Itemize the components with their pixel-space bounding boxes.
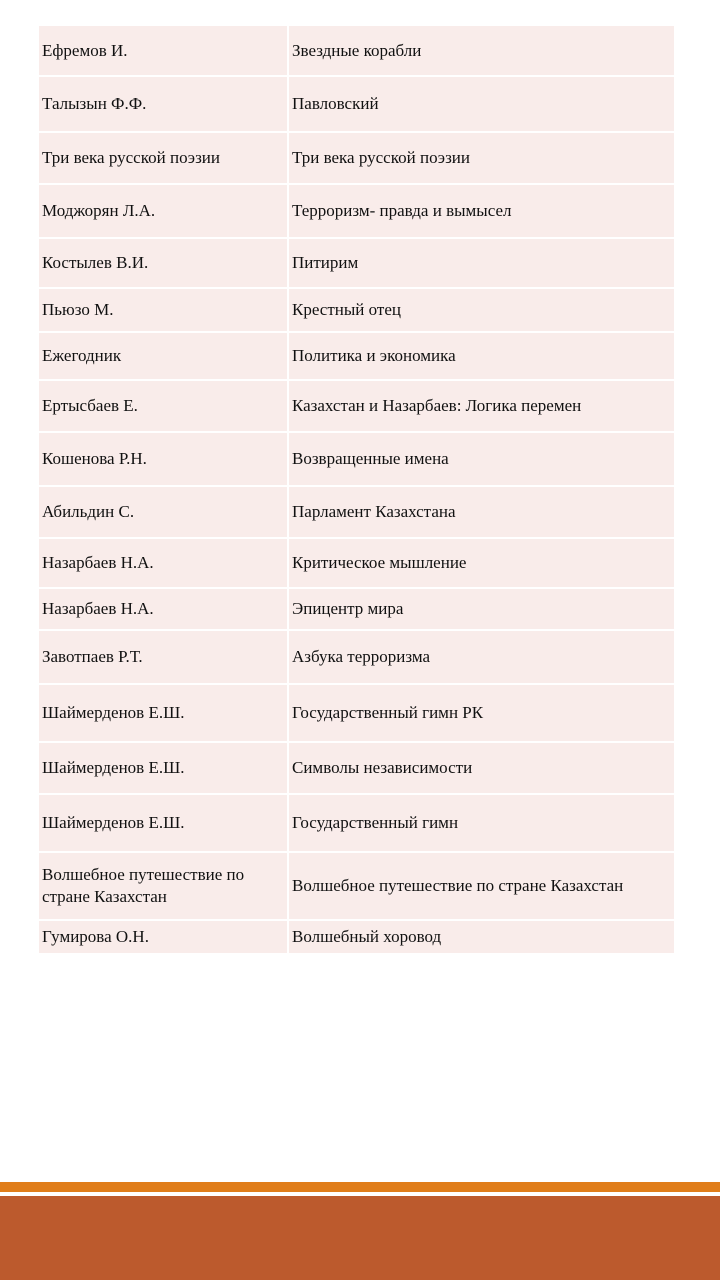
author-cell: Волшебное путешествие по стране Казахстан <box>39 852 288 920</box>
table-row <box>39 684 674 742</box>
title-cell: Парламент Казахстана <box>288 486 674 538</box>
title-cell: Критическое мышление <box>288 538 674 588</box>
author-cell: Абильдин С. <box>39 486 288 538</box>
title-cell: Эпицентр мира <box>288 588 674 630</box>
table-row <box>39 238 674 288</box>
title-cell: Возвращенные имена <box>288 432 674 486</box>
title-cell: Волшебное путешествие по стране Казахстан <box>288 852 674 920</box>
author-cell: Моджорян Л.А. <box>39 184 288 238</box>
title-cell: Три века русской поэзии <box>288 132 674 184</box>
table-row <box>39 852 674 920</box>
author-cell: Шаймерденов Е.Ш. <box>39 684 288 742</box>
table-row <box>39 486 674 538</box>
author-cell: Пьюзо М. <box>39 288 288 332</box>
book-list-table <box>39 26 674 955</box>
title-cell: Государственный гимн РК <box>288 684 674 742</box>
author-cell: Назарбаев Н.А. <box>39 588 288 630</box>
author-cell: Талызын Ф.Ф. <box>39 76 288 132</box>
table-row <box>39 630 674 684</box>
author-cell: Костылев В.И. <box>39 238 288 288</box>
title-cell: Звездные корабли <box>288 26 674 76</box>
title-cell: Государственный гимн <box>288 794 674 852</box>
author-cell: Три века русской поэзии <box>39 132 288 184</box>
table-row <box>39 332 674 380</box>
footer-bar <box>0 1196 720 1280</box>
title-cell: Волшебный хоровод <box>288 920 674 954</box>
table-row <box>39 794 674 852</box>
table-row <box>39 184 674 238</box>
table-row <box>39 920 674 954</box>
title-cell: Питирим <box>288 238 674 288</box>
title-cell: Символы независимости <box>288 742 674 794</box>
author-cell: Назарбаев Н.А. <box>39 538 288 588</box>
author-cell: Ертысбаев Е. <box>39 380 288 432</box>
table-row <box>39 288 674 332</box>
title-cell: Азбука терроризма <box>288 630 674 684</box>
footer-accent-line <box>0 1182 720 1192</box>
table-row <box>39 132 674 184</box>
table-row <box>39 26 674 76</box>
table-row <box>39 380 674 432</box>
author-cell: Шаймерденов Е.Ш. <box>39 794 288 852</box>
author-cell: Завотпаев Р.Т. <box>39 630 288 684</box>
author-cell: Кошенова Р.Н. <box>39 432 288 486</box>
title-cell: Казахстан и Назарбаев: Логика перемен <box>288 380 674 432</box>
author-cell: Гумирова О.Н. <box>39 920 288 954</box>
author-cell: Ежегодник <box>39 332 288 380</box>
author-cell: Ефремов И. <box>39 26 288 76</box>
table-row <box>39 432 674 486</box>
author-cell: Шаймерденов Е.Ш. <box>39 742 288 794</box>
table-row <box>39 588 674 630</box>
title-cell: Крестный отец <box>288 288 674 332</box>
title-cell: Терроризм- правда и вымысел <box>288 184 674 238</box>
title-cell: Павловский <box>288 76 674 132</box>
table-row <box>39 538 674 588</box>
table-row <box>39 76 674 132</box>
table-row <box>39 742 674 794</box>
title-cell: Политика и экономика <box>288 332 674 380</box>
